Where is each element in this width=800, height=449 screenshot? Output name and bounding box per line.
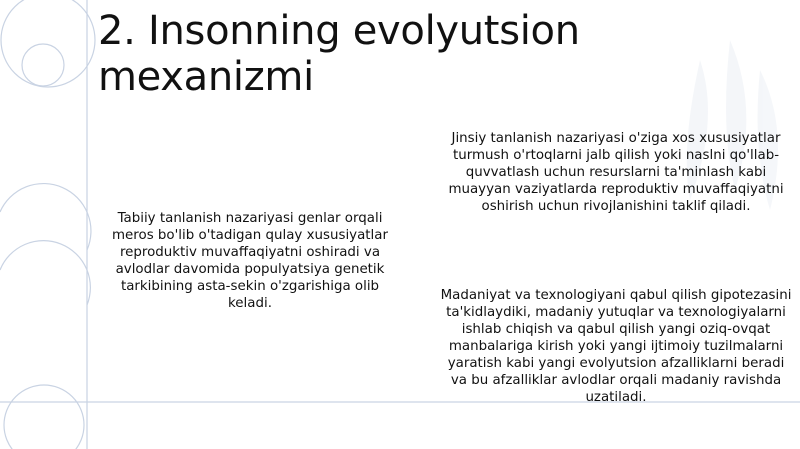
culture-technology-paragraph: Madaniyat va texnologiyani qabul qilish gipotezasini ta'kidlaydiki, madaniy yutuqlar va texnologiyalarni ishlab chiqish va qabul qilish yangi oziq-ovqat manbalariga kirish yoki yangi ijtimoiy tuzilmalarni yaratish kabi yangi evolyutsion afzalliklarni beradi va bu afzalliklar avlodlar orqali madaniy ravishda uzatiladi. [440,288,792,405]
decor-circle-large-top [1,0,95,87]
decor-arc-middle-2 [0,241,90,305]
sexual-selection-paragraph: Jinsiy tanlanish nazariyasi o'ziga xos xususiyatlar turmush o'rtoqlarni jalb qilish yoki naslni qo'llab-quvvatlash uchun resurslarni ta'minlash kabi muayyan vaziyatlarda reproduktiv muvaffaqiyatni oshirish uchun rivojlanishini taklif qiladi. [448,131,784,214]
natural-selection-paragraph: Tabiiy tanlanish nazariyasi genlar orqali meros bo'lib o'tadigan qulay xususiyatlar reproduktiv muvaffaqiyatni oshiradi va avlodlar davomida populyatsiya genetik tarkibining asta-sekin o'zgarishiga olib keladi. [112,211,388,311]
decor-circle-bottom [4,385,84,449]
decor-circle-small-top [22,44,64,86]
slide-title: 2. Insonning evolyutsion mexanizmi [98,8,580,100]
